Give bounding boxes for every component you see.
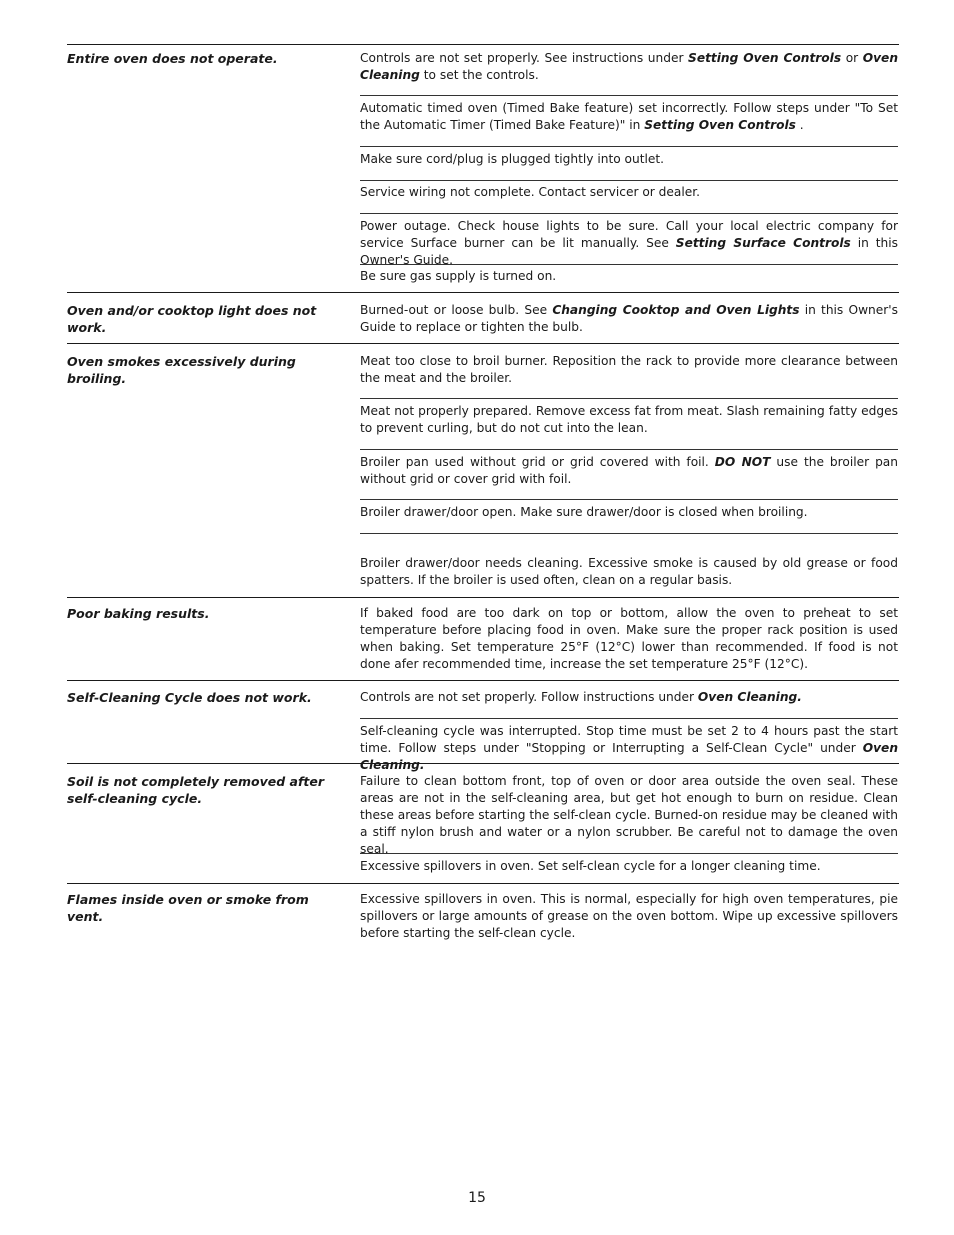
- cause-text: [360, 689, 898, 706]
- cause-segment: Excessive spillovers in oven. Set self-clean cycle for a longer cleaning time.: [360, 859, 821, 873]
- row-divider: [67, 883, 899, 884]
- cause-text: [360, 858, 898, 875]
- row-divider: [67, 343, 899, 344]
- cross-reference: DO NOT: [714, 455, 771, 469]
- top-rule: [67, 44, 899, 45]
- problem-label: Entire oven does not operate.: [67, 51, 278, 66]
- cause-divider: [360, 449, 898, 450]
- cause-segment: If baked food are too dark on top or bottom, allow the oven to preheat to set temperature before placing food in oven. Make sure the proper rack position is used when baking. Set temperature 25°F (12°C) lower than recommended. If food is not done afer recommended time, increase the set temperature 25°F (12°C).: [360, 606, 898, 671]
- cause-divider: [360, 853, 898, 854]
- cause-segment: in this Owner's Guide to replace or tighten the bulb.: [360, 303, 898, 334]
- cause-text: [360, 555, 898, 589]
- cause-text: [360, 504, 898, 521]
- cause-text: [360, 100, 898, 134]
- cause-divider: [360, 213, 898, 214]
- cause-divider: [360, 499, 898, 500]
- cause-text: [360, 151, 898, 168]
- cause-segment: Meat not properly prepared. Remove excess fat from meat. Slash remaining fatty edges to prevent curling, but do not cut into the lean.: [360, 404, 898, 435]
- cross-reference: Setting Oven Controls: [688, 51, 842, 65]
- cause-segment: Make sure cord/plug is plugged tightly into outlet.: [360, 152, 665, 166]
- row-divider: [67, 597, 899, 598]
- cause-segment: to set the controls.: [419, 68, 539, 82]
- cause-text: [360, 184, 898, 201]
- cause-segment: Broiler drawer/door open. Make sure drawer/door is closed when broiling.: [360, 505, 808, 519]
- cause-text: [360, 454, 898, 488]
- cause-segment: Be sure gas supply is turned on.: [360, 269, 557, 283]
- cause-segment: Power outage. Check house lights to be sure. Call your local electric company for service Surface burner can be lit manually. See: [360, 219, 898, 250]
- cause-segment: use the broiler pan without grid or cover grid with foil.: [360, 455, 898, 486]
- cause-segment: Broiler drawer/door needs cleaning. Excessive smoke is caused by old grease or food spatters. If the broiler is used often, clean on a regular basis.: [360, 556, 898, 587]
- cause-segment: Controls are not set properly. See instructions under: [360, 51, 689, 65]
- cause-segment: Burned-out or loose bulb. See: [360, 303, 553, 317]
- problem-label: Self-Cleaning Cycle does not work.: [67, 690, 312, 705]
- cross-reference: Oven Cleaning.: [697, 690, 802, 704]
- cause-segment: Automatic timed oven (Timed Bake feature) set incorrectly. Follow steps under "To Set the Automatic Timer (Timed Bake Feature)" in: [360, 101, 898, 132]
- cause-text: [360, 773, 898, 858]
- cause-segment: Broiler pan used without grid or grid covered with foil.: [360, 455, 715, 469]
- cause-segment: Meat too close to broil burner. Reposition the rack to provide more clearance between the meat and the broiler.: [360, 354, 898, 385]
- cause-text: [360, 723, 898, 774]
- row-divider: [67, 680, 899, 681]
- cause-segment: or: [841, 51, 863, 65]
- cause-text: [360, 302, 898, 336]
- row-divider: [67, 292, 899, 293]
- cause-text: [360, 218, 898, 269]
- cause-text: [360, 403, 898, 437]
- problem-label: Oven and/or cooktop light does not work.: [67, 303, 317, 335]
- cause-segment: Controls are not set properly. Follow instructions under: [360, 690, 698, 704]
- cause-divider: [360, 95, 898, 96]
- cross-reference: Setting Surface Controls: [675, 236, 851, 250]
- cause-segment: in this Owner's Guide.: [360, 236, 898, 267]
- cause-divider: [360, 398, 898, 399]
- problem-label: Flames inside oven or smoke from vent.: [67, 892, 309, 924]
- cross-reference: Changing Cooktop and Oven Lights: [552, 303, 800, 317]
- row-divider: [67, 763, 899, 764]
- cause-segment: Excessive spillovers in oven. This is normal, especially for high oven temperatures, pie spillovers or large amounts of grease on the oven bottom. Wipe up excessive spillovers before starting the self-clean cycle.: [360, 892, 898, 940]
- cause-divider: [360, 180, 898, 181]
- cause-divider: [360, 533, 898, 534]
- problem-label: Oven smokes excessively during broiling.: [67, 354, 296, 386]
- cause-divider: [360, 264, 898, 265]
- cause-text: [360, 353, 898, 387]
- cause-segment: Failure to clean bottom front, top of oven or door area outside the oven seal. These areas are not in the self-cleaning area, but get hot enough to burn on residue. Clean these areas before starting the self-clean cycle. Burned-on residue may be cleaned with a stiff nylon brush and water or a nylon scrubber. Be careful not to damage the oven seal.: [360, 774, 898, 856]
- cause-divider: [360, 718, 898, 719]
- cross-reference: Setting Oven Controls: [644, 118, 796, 132]
- cause-divider: [360, 146, 898, 147]
- page-number: 15: [468, 1190, 486, 1206]
- cause-text: [360, 50, 898, 84]
- problem-label: Soil is not completely removed after self-cleaning cycle.: [67, 774, 325, 806]
- cause-segment: .: [795, 118, 804, 132]
- problem-label: Poor baking results.: [67, 606, 210, 621]
- cause-text: [360, 605, 898, 673]
- cause-segment: Self-cleaning cycle was interrupted. Stop time must be set 2 to 4 hours past the start time. Follow steps under "Stopping or Interrupting a Self-Clean Cycle" under: [360, 724, 898, 755]
- cause-text: [360, 891, 898, 942]
- cause-text: [360, 268, 898, 285]
- cause-segment: Service wiring not complete. Contact servicer or dealer.: [360, 185, 701, 199]
- cross-reference: Oven Cleaning: [360, 51, 898, 82]
- cross-reference: Oven Cleaning.: [360, 741, 898, 772]
